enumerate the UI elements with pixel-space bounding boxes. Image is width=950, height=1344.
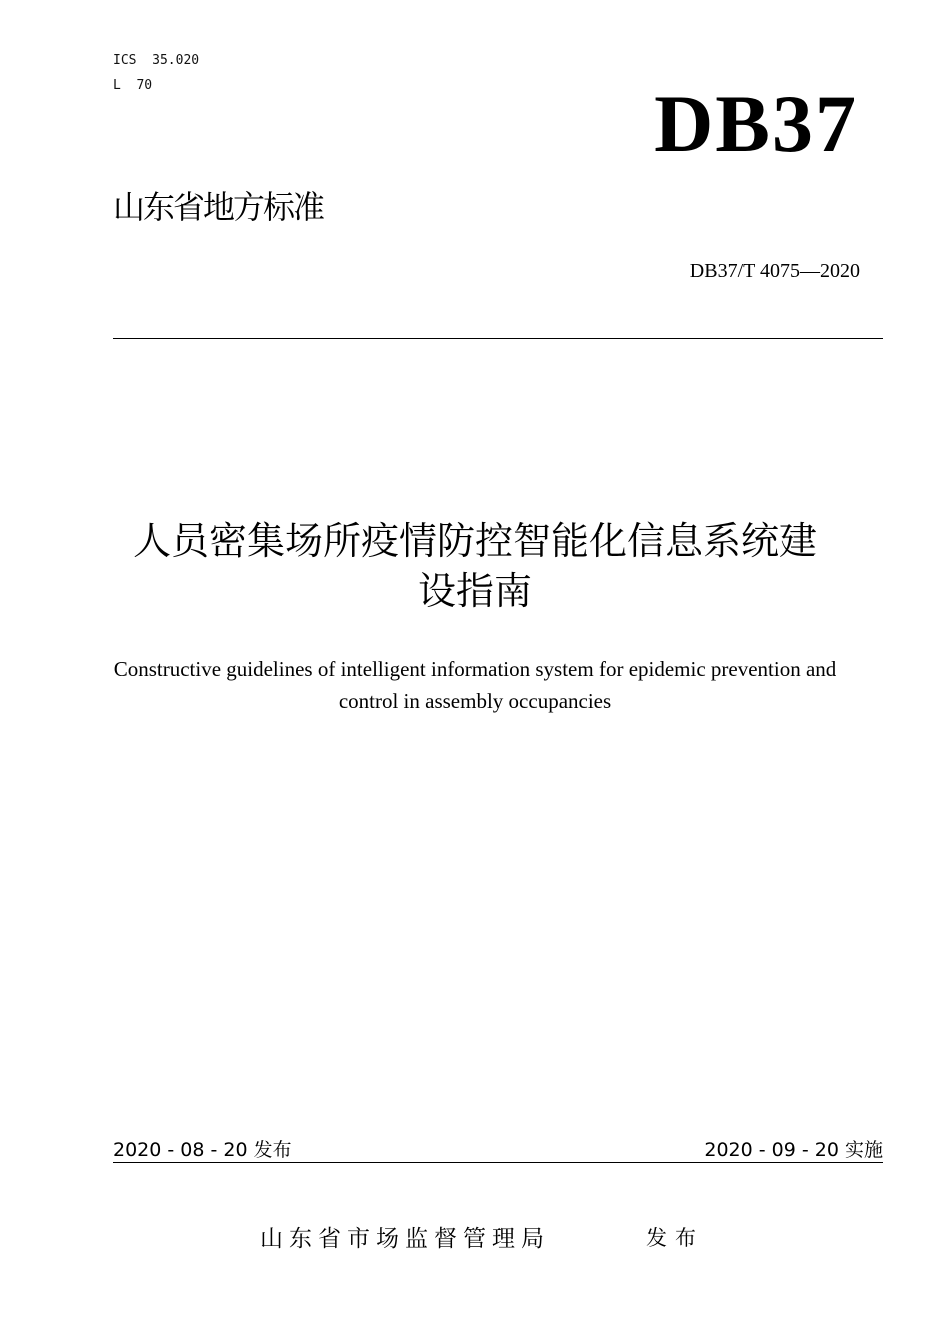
publish-label: 发布 bbox=[646, 1226, 704, 1250]
standard-code-logo: DB37 bbox=[654, 78, 858, 169]
english-title-line-2: control in assembly occupancies bbox=[338, 689, 612, 713]
top-divider bbox=[113, 338, 883, 339]
implementation-date: 2020 - 09 - 20 实施 bbox=[704, 1139, 883, 1161]
bottom-divider bbox=[113, 1162, 883, 1163]
chinese-title bbox=[60, 516, 890, 616]
ics-code: ICS 35.020 bbox=[113, 53, 200, 68]
chinese-title-line-1: 人员密集场所疫情防控智能化信息系统建 bbox=[132, 519, 817, 563]
issuing-authority: 山东省市场监督管理局 bbox=[260, 1226, 550, 1252]
english-title bbox=[60, 653, 890, 717]
chinese-title-line-2: 设指南 bbox=[417, 569, 532, 613]
classification-codes bbox=[113, 48, 199, 98]
ccs-code: L 70 bbox=[113, 78, 153, 93]
issue-date: 2020 - 08 - 20 发布 bbox=[113, 1139, 292, 1161]
standard-level: 山东省地方标准 bbox=[113, 188, 324, 226]
english-title-line-1: Constructive guidelines of intelligent information system for epidemic prevention and bbox=[113, 657, 837, 681]
standard-number: DB37/T 4075—2020 bbox=[689, 260, 860, 282]
